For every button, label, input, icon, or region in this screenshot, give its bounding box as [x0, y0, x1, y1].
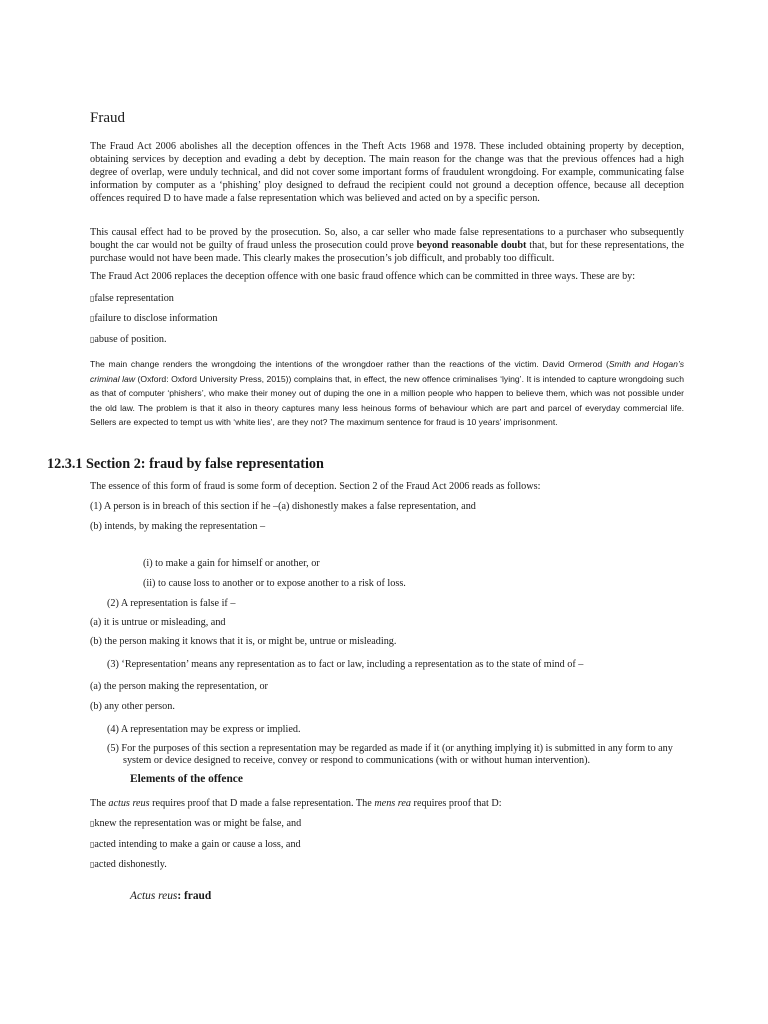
beyond-reasonable-doubt: beyond reasonable doubt	[416, 240, 527, 251]
bullet-icon: ▯	[90, 840, 95, 849]
open-paren: (	[605, 359, 609, 369]
list-item	[90, 817, 301, 830]
paragraph-main-change-rest: (Oxford: Oxford University Press, 2015)) complains that, in effect, the new offence criminalises ‘lying’. It is intended to capture wrongdoing such as that of computer ‘phishers’, who make their money out of duping the one in a million people who happen to believe them, which was not possible under the old law. The problem is that it also in theory captures many less heinous forms of behaviour which are part and parcel of everyday commercial life. Sellers are expected to tempt us with ‘white lies’, are they not? The maximum sentence for fraud is 10 years’ imprisonment.	[90, 373, 685, 428]
list-item	[90, 292, 174, 305]
elements-intro-pre: The	[90, 798, 109, 809]
actus-reus-term: actus reus	[108, 798, 150, 809]
paragraph-main-change-line1: The main change renders the wrongdoing the intentions of the wrongdoer rather than the reactions of the victim. David Ormerod	[90, 359, 603, 369]
bullet-icon: ▯	[90, 314, 95, 323]
statute-subsection-5-text: (5) For the purposes of this section a representation may be regarded as made if it (or anything implying it) is submitted in any form to any system or device designed to receive, convey or respond to communications (with or without human intervention).	[107, 743, 673, 766]
list-item-label: failure to disclose information	[94, 313, 218, 324]
actus-reus-heading	[130, 890, 211, 902]
section-intro: The essence of this form of fraud is some form of deception. Section 2 of the Fraud Act 2006 reads as follows:	[90, 481, 541, 492]
list-item-label: knew the representation was or might be false, and	[94, 818, 302, 829]
bullet-icon: ▯	[90, 294, 95, 303]
statute-subsection-3a: (a) the person making the representation, or	[90, 681, 268, 692]
statute-subsection-1b-i: (i) to make a gain for himself or another, or	[143, 558, 320, 569]
list-item-label: false representation	[94, 293, 174, 304]
elements-intro	[90, 797, 502, 810]
statute-subsection-4: (4) A representation may be express or implied.	[107, 724, 301, 735]
statute-subsection-3b: (b) any other person.	[90, 701, 175, 712]
bullet-icon: ▯	[90, 819, 95, 828]
statute-subsection-2: (2) A representation is false if –	[107, 598, 236, 609]
statute-subsection-5	[107, 743, 677, 767]
paragraph-replacement: The Fraud Act 2006 replaces the deception offence with one basic fraud offence which can be committed in three ways. These are by:	[90, 271, 636, 282]
bullet-icon: ▯	[90, 335, 95, 344]
list-item-label: abuse of position.	[94, 334, 167, 345]
statute-subsection-1b: (b) intends, by making the representation –	[90, 521, 266, 532]
list-item	[90, 333, 167, 346]
book-title: Smith and Hogan’s criminal law	[90, 359, 684, 384]
list-item	[90, 312, 217, 325]
statute-subsection-2a: (a) it is untrue or misleading, and	[90, 617, 226, 628]
actus-reus-heading-bold: : fraud	[177, 890, 212, 902]
list-item	[90, 858, 167, 871]
paragraph-abolition: The Fraud Act 2006 abolishes all the deception offences in the Theft Acts 1968 and 1978. These included obtaining property by deception, obtaining services by deception and evading a debt by deception. The main reason for the change was that the previous offences had a high degree of overlap, were unduly technical, and did not cover some important forms of fraudulent wrongdoing. For example, communicating false information by computer as a ‘phishing’ ploy designed to defraud the recipient could not ground a deception offence, because all deception offences required D to have made a false representation which was believed and acted on by a specific person.	[90, 141, 684, 204]
statute-subsection-1a: (1) A person is in breach of this section if he –(a) dishonestly makes a false representation, and	[90, 501, 476, 512]
list-item	[90, 838, 301, 851]
elements-intro-post: requires proof that D:	[411, 798, 502, 809]
actus-reus-heading-italic: Actus reus	[130, 890, 178, 902]
mens-rea-term: mens rea	[374, 798, 411, 809]
statute-subsection-1b-ii: (ii) to cause loss to another or to expose another to a risk of loss.	[143, 578, 406, 589]
section-heading: 12.3.1 Section 2: fraud by false representation	[47, 456, 324, 472]
paragraph-main-change	[90, 357, 684, 430]
paragraph-causal-effect	[90, 226, 684, 265]
statute-subsection-3: (3) ‘Representation’ means any representation as to fact or law, including a representation as to the state of mind of –	[107, 659, 584, 670]
bullet-icon: ▯	[90, 860, 95, 869]
statute-subsection-2b: (b) the person making it knows that it is, or might be, untrue or misleading.	[90, 636, 397, 647]
page-title: Fraud	[90, 110, 125, 126]
list-item-label: acted dishonestly.	[94, 859, 167, 870]
paragraph-causal-effect-text: This causal effect had to be proved by the prosecution. So, also, a car seller who made false representations to a purchaser who subsequently bought the car would not be guilty of fraud unless the prosecution could prove	[90, 227, 684, 251]
elements-intro-mid: requires proof that D made a false representation. The	[149, 798, 375, 809]
list-item-label: acted intending to make a gain or cause a loss, and	[94, 839, 301, 850]
elements-heading: Elements of the offence	[130, 773, 243, 785]
paragraph-causal-effect-tail: that, but for these representations, the purchase would not have been made. This clearly makes the prosecution’s job difficult, and probably too difficult.	[90, 240, 685, 264]
